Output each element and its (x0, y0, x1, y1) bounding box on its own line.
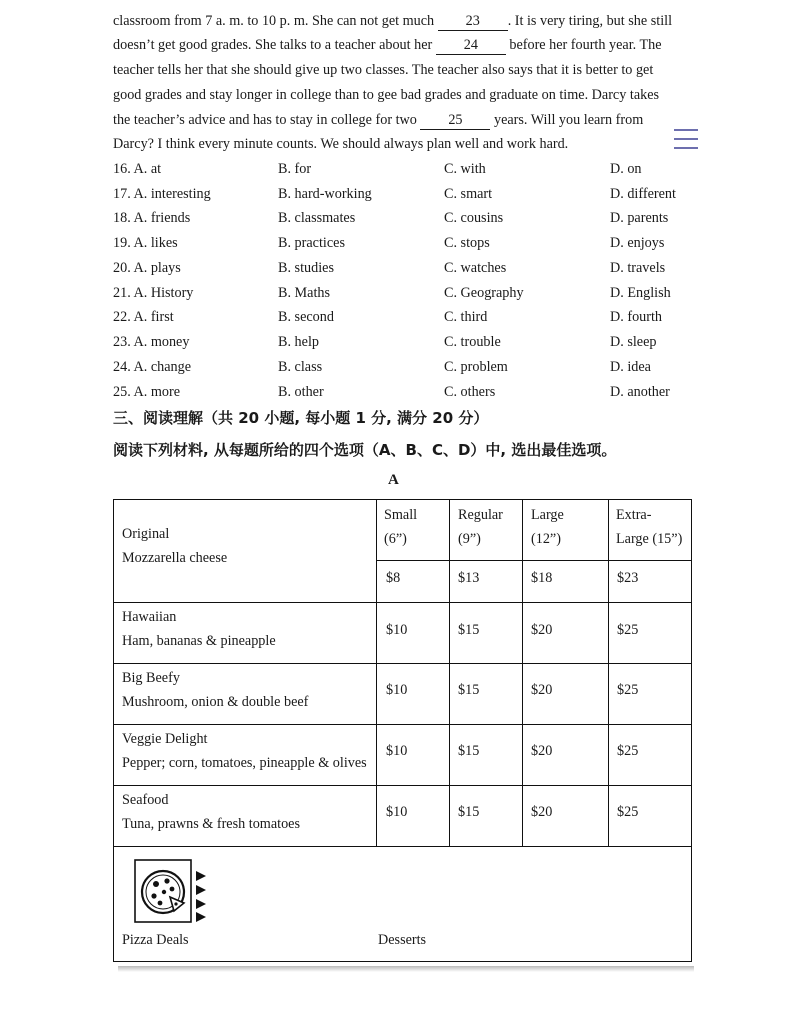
option-d: D. on (610, 161, 642, 177)
price-cell: $8 (386, 570, 401, 586)
passage-line (113, 35, 662, 55)
passage-line (113, 11, 672, 31)
option-b: B. second (278, 309, 334, 325)
pizza-menu-table (113, 499, 692, 962)
option-a: 18. A. friends (113, 210, 191, 226)
price-cell: $15 (458, 804, 480, 820)
passage-line: teacher tells her that she should give up two classes. The teacher also says that it is better to get (113, 62, 654, 78)
price-cell: $25 (617, 743, 639, 759)
option-d: D. different (610, 186, 676, 202)
pizza-name: Seafood Tuna, prawns & fresh tomatoes (122, 792, 300, 832)
price-cell: $20 (531, 804, 553, 820)
price-cell: $15 (458, 682, 480, 698)
option-c: C. stops (444, 235, 490, 251)
option-a: 21. A. History (113, 285, 194, 301)
menu-footer (114, 846, 691, 962)
pizza-icon (134, 859, 210, 923)
option-c: C. Geography (444, 285, 524, 301)
size-header-extra-large: Extra- Large (15”) (616, 507, 683, 547)
passage-text: years. Will you learn from (490, 112, 644, 128)
option-a: 24. A. change (113, 359, 192, 375)
pizza-name: Veggie Delight Pepper; corn, tomatoes, pineapple & olives (122, 731, 367, 771)
passage-line: Darcy? I think every minute counts. We should always plan well and work hard. (113, 136, 569, 152)
option-a: 22. A. first (113, 309, 174, 325)
option-c: C. smart (444, 186, 493, 202)
pizza-name: Big Beefy Mushroom, onion & double beef (122, 670, 309, 710)
page-edge-shadow (118, 966, 694, 972)
option-d: D. idea (610, 359, 651, 375)
option-a: 20. A. plays (113, 260, 181, 276)
option-a: 19. A. likes (113, 235, 178, 251)
passage-label: A (388, 472, 399, 488)
option-d: D. English (610, 285, 671, 301)
option-b: B. Maths (278, 285, 331, 301)
pizza-name: Original Mozzarella cheese (122, 526, 228, 566)
passage-line (113, 110, 643, 130)
option-c: C. problem (444, 359, 508, 375)
blank-24: 24 (436, 37, 506, 55)
hamburger-menu-icon[interactable] (674, 129, 698, 149)
price-cell: $15 (458, 622, 480, 638)
option-c: C. third (444, 309, 488, 325)
option-b: B. hard-working (278, 186, 372, 202)
option-b: B. studies (278, 260, 334, 276)
price-cell: $20 (531, 622, 553, 638)
option-c: C. others (444, 384, 496, 400)
price-cell: $20 (531, 682, 553, 698)
option-b: B. class (278, 359, 323, 375)
option-b: B. help (278, 334, 319, 350)
price-cell: $25 (617, 804, 639, 820)
passage-text: . It is very tiring, but she still (507, 13, 673, 29)
section-instruction: 阅读下列材料, 从每题所给的四个选项（A、B、C、D）中, 选出最佳选项。 (113, 441, 617, 459)
option-a: 17. A. interesting (113, 186, 211, 202)
passage-text: doesn’t get good grades. She talks to a teacher about her (113, 37, 436, 53)
option-d: D. fourth (610, 309, 663, 325)
option-d: D. enjoys (610, 235, 665, 251)
price-cell: $10 (386, 743, 408, 759)
price-cell: $10 (386, 682, 408, 698)
option-c: C. cousins (444, 210, 504, 226)
option-b: B. classmates (278, 210, 356, 226)
price-cell: $10 (386, 622, 408, 638)
passage-text: before her fourth year. The (505, 37, 662, 53)
price-cell: $25 (617, 682, 639, 698)
option-c: C. watches (444, 260, 507, 276)
blank-23: 23 (438, 13, 508, 31)
price-cell: $10 (386, 804, 408, 820)
option-c: C. trouble (444, 334, 501, 350)
size-header-small: Small (6”) (384, 507, 418, 547)
option-a: 16. A. at (113, 161, 162, 177)
option-d: D. travels (610, 260, 666, 276)
blank-25: 25 (420, 112, 490, 130)
option-b: B. other (278, 384, 324, 400)
option-d: D. another (610, 384, 670, 400)
option-d: D. parents (610, 210, 669, 226)
passage-text: the teacher’s advice and has to stay in college for two (113, 112, 421, 128)
option-b: B. practices (278, 235, 345, 251)
option-d: D. sleep (610, 334, 657, 350)
price-cell: $23 (617, 570, 639, 586)
pizza-deals-label: Pizza Deals (122, 932, 189, 948)
pizza-name: Hawaiian Ham, bananas & pineapple (122, 609, 276, 649)
option-a: 23. A. money (113, 334, 190, 350)
size-header-large: Large (12”) (531, 507, 564, 547)
size-header-regular: Regular (9”) (458, 507, 503, 547)
price-cell: $13 (458, 570, 480, 586)
passage-line: good grades and stay longer in college than to gee bad grades and graduate on time. Darcy takes (113, 87, 660, 103)
desserts-label: Desserts (378, 932, 427, 948)
price-cell: $25 (617, 622, 639, 638)
option-a: 25. A. more (113, 384, 180, 400)
passage-text: classroom from 7 a. m. to 10 p. m. She can not get much (113, 13, 438, 29)
section-title: 三、阅读理解（共 20 小题, 每小题 1 分, 满分 20 分） (113, 409, 489, 427)
price-cell: $15 (458, 743, 480, 759)
price-cell: $18 (531, 570, 553, 586)
price-cell: $20 (531, 743, 553, 759)
option-c: C. with (444, 161, 486, 177)
option-b: B. for (278, 161, 312, 177)
